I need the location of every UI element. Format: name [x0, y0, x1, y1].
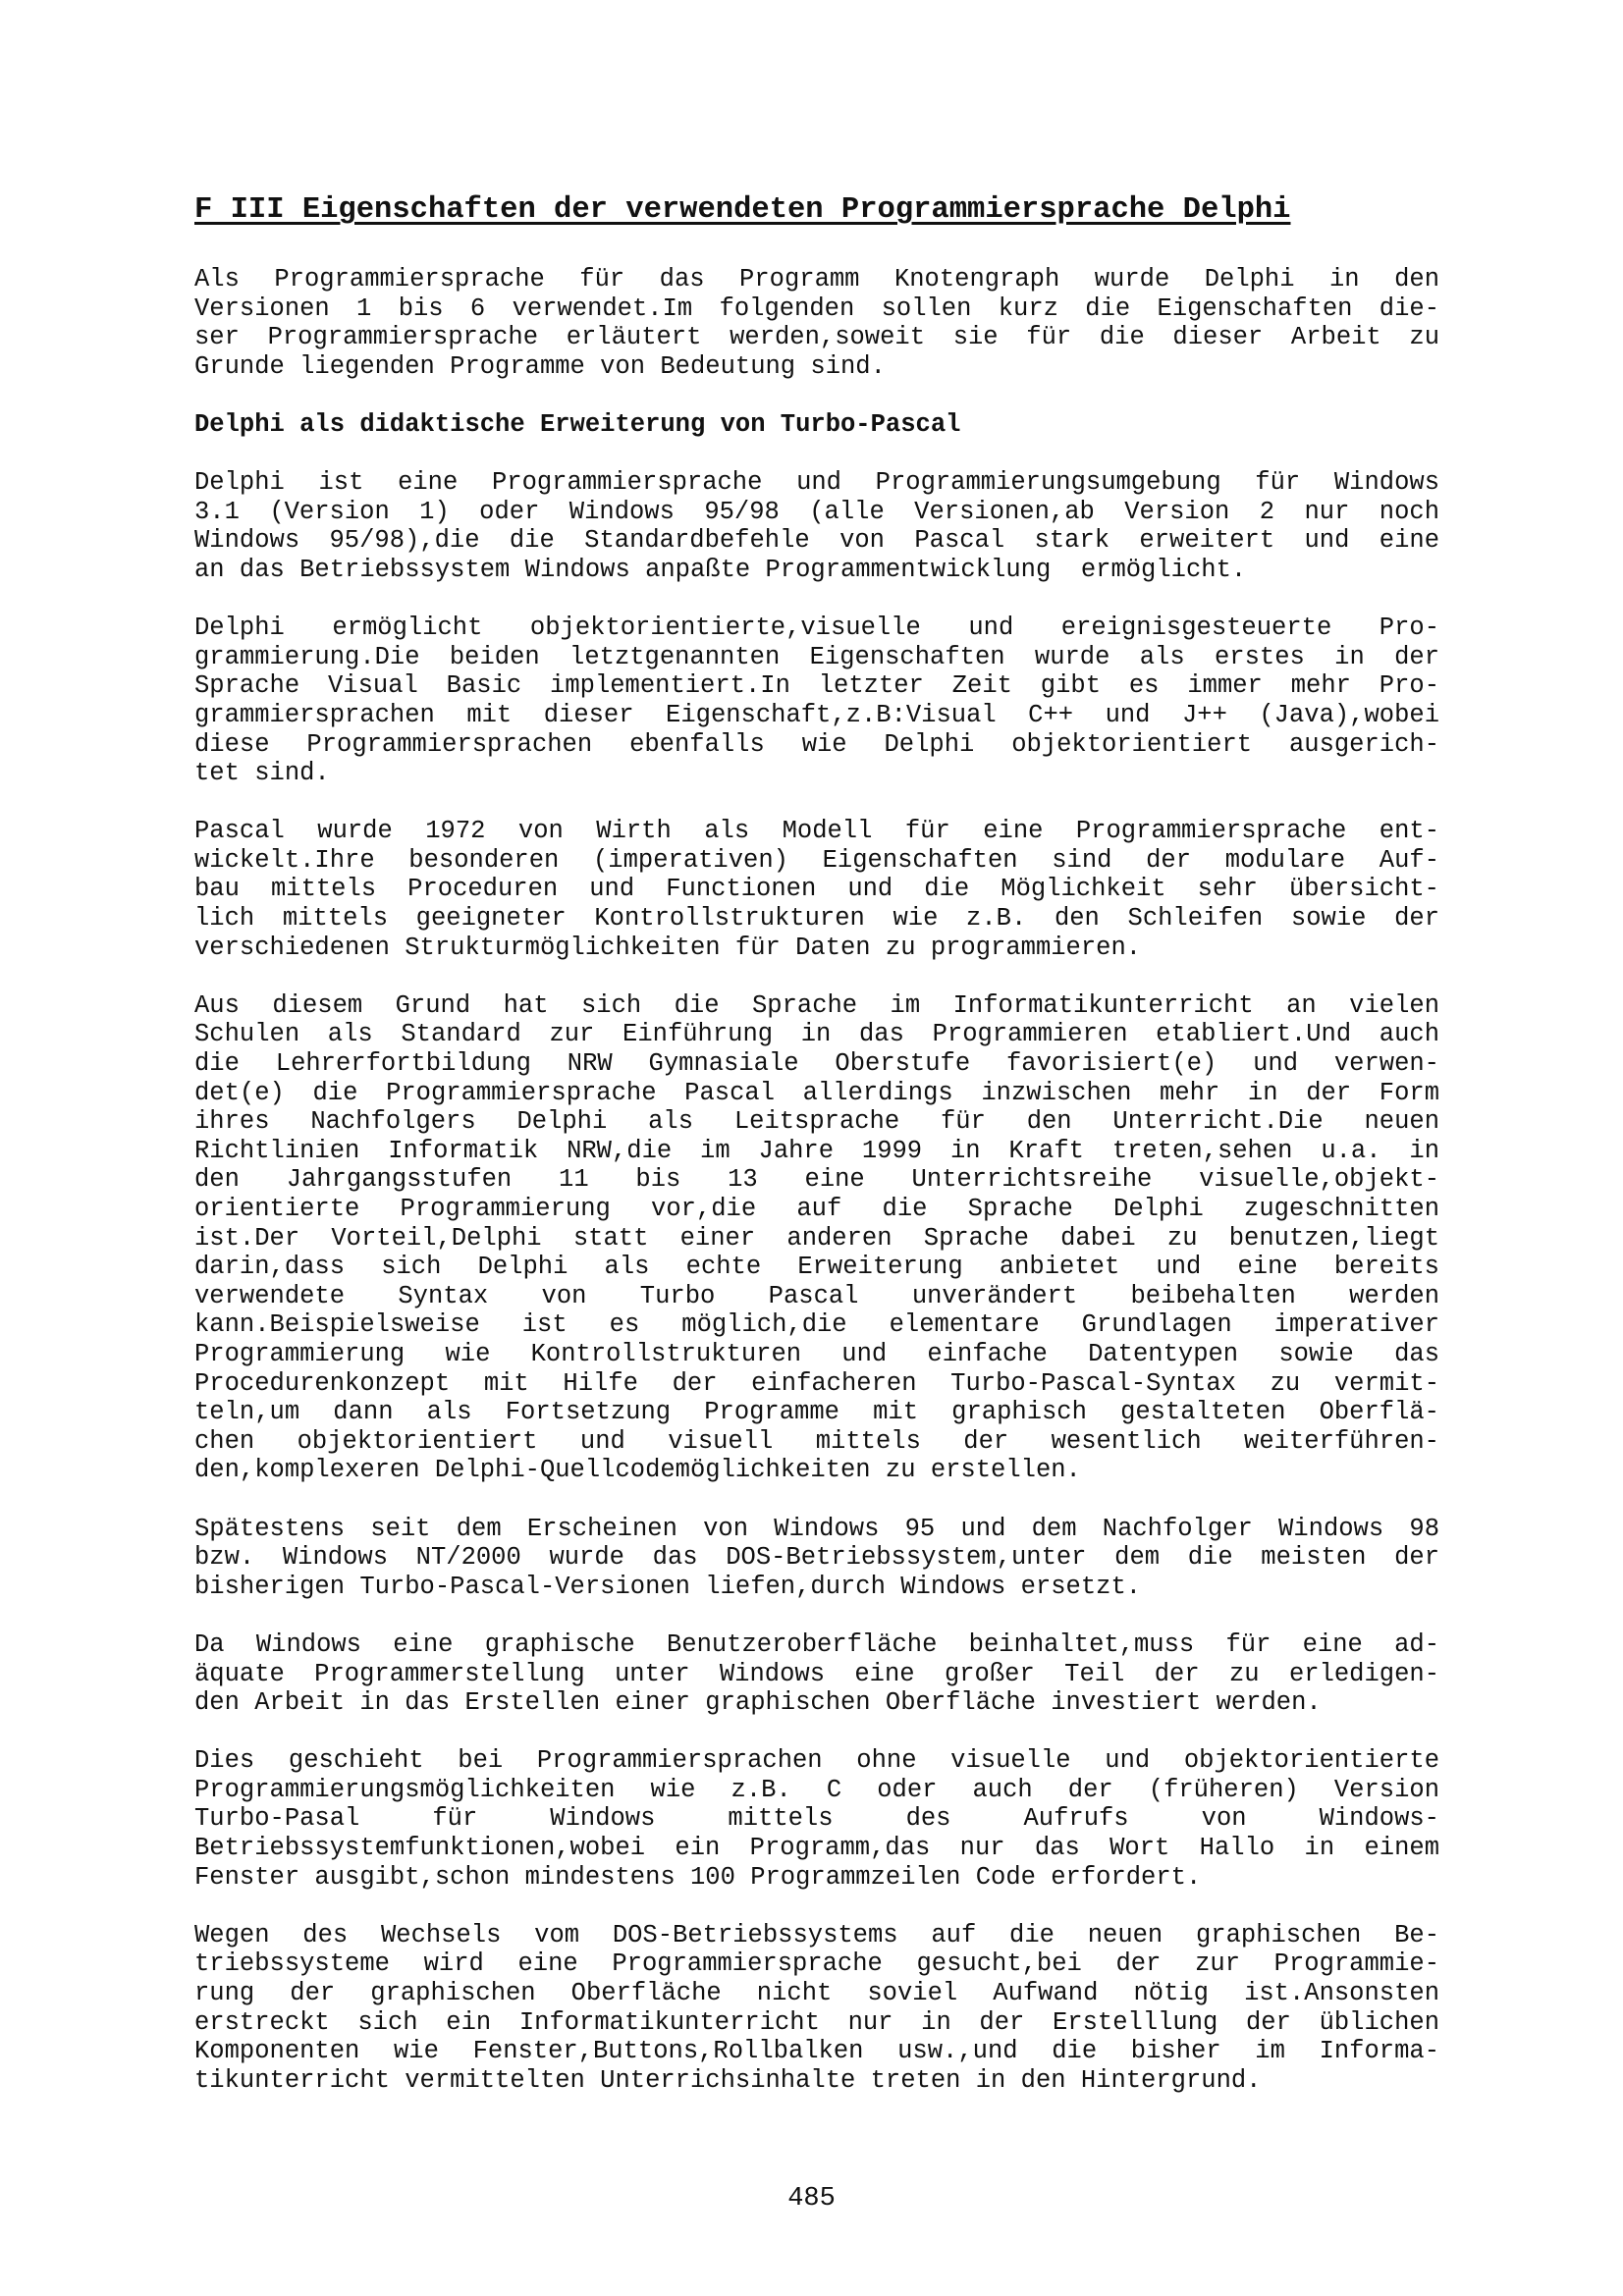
text-line: erstreckt sich ein Informatikunterricht nur in der Erstelllung der üblichen [194, 2007, 1439, 2037]
text-line: Als Programmiersprache für das Programm Knotengraph wurde Delphi in den [194, 265, 1439, 294]
text-line: darin,dass sich Delphi als echte Erweiterung anbietet und eine bereits [194, 1253, 1439, 1282]
text-line: an das Betriebssystem Windows anpaßte Programmentwicklung ermöglicht. [194, 555, 1247, 584]
paragraph-8 [194, 1746, 1439, 1892]
paragraph-3 [194, 614, 1439, 788]
text-line: ist.Der Vorteil,Delphi statt einer anderen Sprache dabei zu benutzen,liegt [194, 1223, 1439, 1253]
text-line: triebssysteme wird eine Programmiersprache gesucht,bei der zur Programmie- [194, 1949, 1439, 1979]
text-line: tikunterricht vermittelten Unterrichsinhalte treten in den Hintergrund. [194, 2065, 1262, 2095]
text-line: grammierung.Die beiden letztgenannten Eigenschaften wurde als erstes in der [194, 642, 1439, 671]
text-line: teln,um dann als Fortsetzung Programme mit graphisch gestalteten Oberflä- [194, 1398, 1439, 1427]
text-line: orientierte Programmierung vor,die auf die Sprache Delphi zugeschnitten [194, 1195, 1439, 1223]
paragraph-2 [194, 468, 1439, 584]
text-line: Versionen 1 bis 6 verwendet.Im folgenden sollen kurz die Eigenschaften die- [194, 294, 1439, 323]
text-line: tet sind. [194, 759, 330, 788]
text-line: rung der graphischen Oberfläche nicht soviel Aufwand nötig ist.Ansonsten [194, 1979, 1439, 2008]
text-line: 3.1 (Version 1) oder Windows 95/98 (alle Versionen,ab Version 2 nur noch [194, 497, 1439, 526]
paragraph-6 [194, 1515, 1439, 1602]
text-line: den Jahrgangsstufen 11 bis 13 eine Unterrichtsreihe visuelle,objekt- [194, 1165, 1439, 1195]
text-line: den,komplexeren Delphi-Quellcodemöglichkeiten zu erstellen. [194, 1456, 1081, 1485]
text-line: Betriebssystemfunktionen,wobei ein Programm,das nur das Wort Hallo in einem [194, 1834, 1439, 1863]
text-line: bau mittels Proceduren und Functionen und die Möglichkeit sehr übersicht- [194, 875, 1439, 904]
text-line: ihres Nachfolgers Delphi als Leitsprache für den Unterricht.Die neuen [194, 1107, 1439, 1137]
text-line: Wegen des Wechsels vom DOS-Betriebssystems auf die neuen graphischen Be- [194, 1920, 1439, 1949]
text-line: Programmierung wie Kontrollstrukturen und einfache Datentypen sowie das [194, 1339, 1439, 1368]
text-line: Spätestens seit dem Erscheinen von Windows 95 und dem Nachfolger Windows 98 [194, 1514, 1439, 1543]
text-line: die Lehrerfortbildung NRW Gymnasiale Oberstufe favorisiert(e) und verwen- [194, 1049, 1439, 1079]
text-line: kann.Beispielsweise ist es möglich,die elementare Grundlagen imperativer [194, 1310, 1439, 1340]
text-line: Delphi ermöglicht objektorientierte,visuelle und ereignisgesteuerte Pro- [194, 614, 1439, 643]
text-line: verschiedenen Strukturmöglichkeiten für Daten zu programmieren. [194, 933, 1142, 962]
text-line: bisherigen Turbo-Pascal-Versionen liefen,durch Windows ersetzt. [194, 1572, 1142, 1601]
text-line: Procedurenkonzept mit Hilfe der einfacheren Turbo-Pascal-Syntax zu vermit- [194, 1368, 1439, 1398]
text-line: chen objektorientiert und visuell mittels der wesentlich weiterführen- [194, 1426, 1439, 1456]
text-line: lich mittels geeigneter Kontrollstrukturen wie z.B. den Schleifen sowie der [194, 904, 1439, 934]
text-line: Dies geschieht bei Programmiersprachen ohne visuelle und objektorientierte [194, 1746, 1439, 1776]
text-line: Fenster ausgibt,schon mindestens 100 Programmzeilen Code erfordert. [194, 1862, 1202, 1892]
text-line: Turbo-Pasal für Windows mittels des Aufrufs von Windows- [194, 1804, 1439, 1834]
text-line: Schulen als Standard zur Einführung in das Programmieren etabliert.Und auch [194, 1020, 1439, 1049]
text-line: Windows 95/98),die die Standardbefehle von Pascal stark erweitert und eine [194, 526, 1439, 556]
text-line: Sprache Visual Basic implementiert.In letzter Zeit gibt es immer mehr Pro- [194, 671, 1439, 701]
text-line: grammiersprachen mit dieser Eigenschaft,z.B:Visual C++ und J++ (Java),wobei [194, 700, 1439, 729]
text-line: ser Programmiersprache erläutert werden,soweit sie für die dieser Arbeit zu [194, 323, 1439, 352]
page-number: 485 [787, 2184, 836, 2214]
document-page [194, 192, 1439, 2124]
section-subheading: Delphi als didaktische Erweiterung von Turbo-Pascal [194, 409, 961, 439]
text-line: Komponenten wie Fenster,Buttons,Rollbalken usw.,und die bisher im Informa- [194, 2037, 1439, 2066]
text-line: diese Programmiersprachen ebenfalls wie Delphi objektorientiert ausgerich- [194, 729, 1439, 759]
text-line: verwendete Syntax von Turbo Pascal unverändert beibehalten werden [194, 1281, 1439, 1310]
text-line: wickelt.Ihre besonderen (imperativen) Eigenschaften sind der modulare Auf- [194, 845, 1439, 875]
text-line: Aus diesem Grund hat sich die Sprache im Informatikunterricht an vielen [194, 990, 1439, 1020]
text-line: Delphi ist eine Programmiersprache und Programmierungsumgebung für Windows [194, 468, 1439, 498]
text-line: Grunde liegenden Programme von Bedeutung sind. [194, 351, 886, 381]
text-line: bzw. Windows NT/2000 wurde das DOS-Betriebssystem,unter dem die meisten der [194, 1543, 1439, 1573]
text-line: Da Windows eine graphische Benutzeroberfläche beinhaltet,muss für eine ad- [194, 1629, 1439, 1659]
paragraph-1 [194, 265, 1439, 381]
text-line: den Arbeit in das Erstellen einer graphischen Oberfläche investiert werden. [194, 1688, 1322, 1718]
text-line: Richtlinien Informatik NRW,die im Jahre 1999 in Kraft treten,sehen u.a. in [194, 1136, 1439, 1165]
text-line: Pascal wurde 1972 von Wirth als Modell für eine Programmiersprache ent- [194, 817, 1439, 846]
text-line: det(e) die Programmiersprache Pascal allerdings inzwischen mehr in der Form [194, 1078, 1439, 1107]
paragraph-5 [194, 991, 1439, 1485]
text-line: Programmierungsmöglichkeiten wie z.B. C oder auch der (früheren) Version [194, 1775, 1439, 1804]
paragraph-4 [194, 817, 1439, 962]
paragraph-7 [194, 1630, 1439, 1718]
page-title: F III Eigenschaften der verwendeten Programmiersprache Delphi [194, 193, 1291, 227]
text-line: äquate Programmerstellung unter Windows eine großer Teil der zu erledigen- [194, 1659, 1439, 1688]
paragraph-9 [194, 1921, 1439, 2096]
